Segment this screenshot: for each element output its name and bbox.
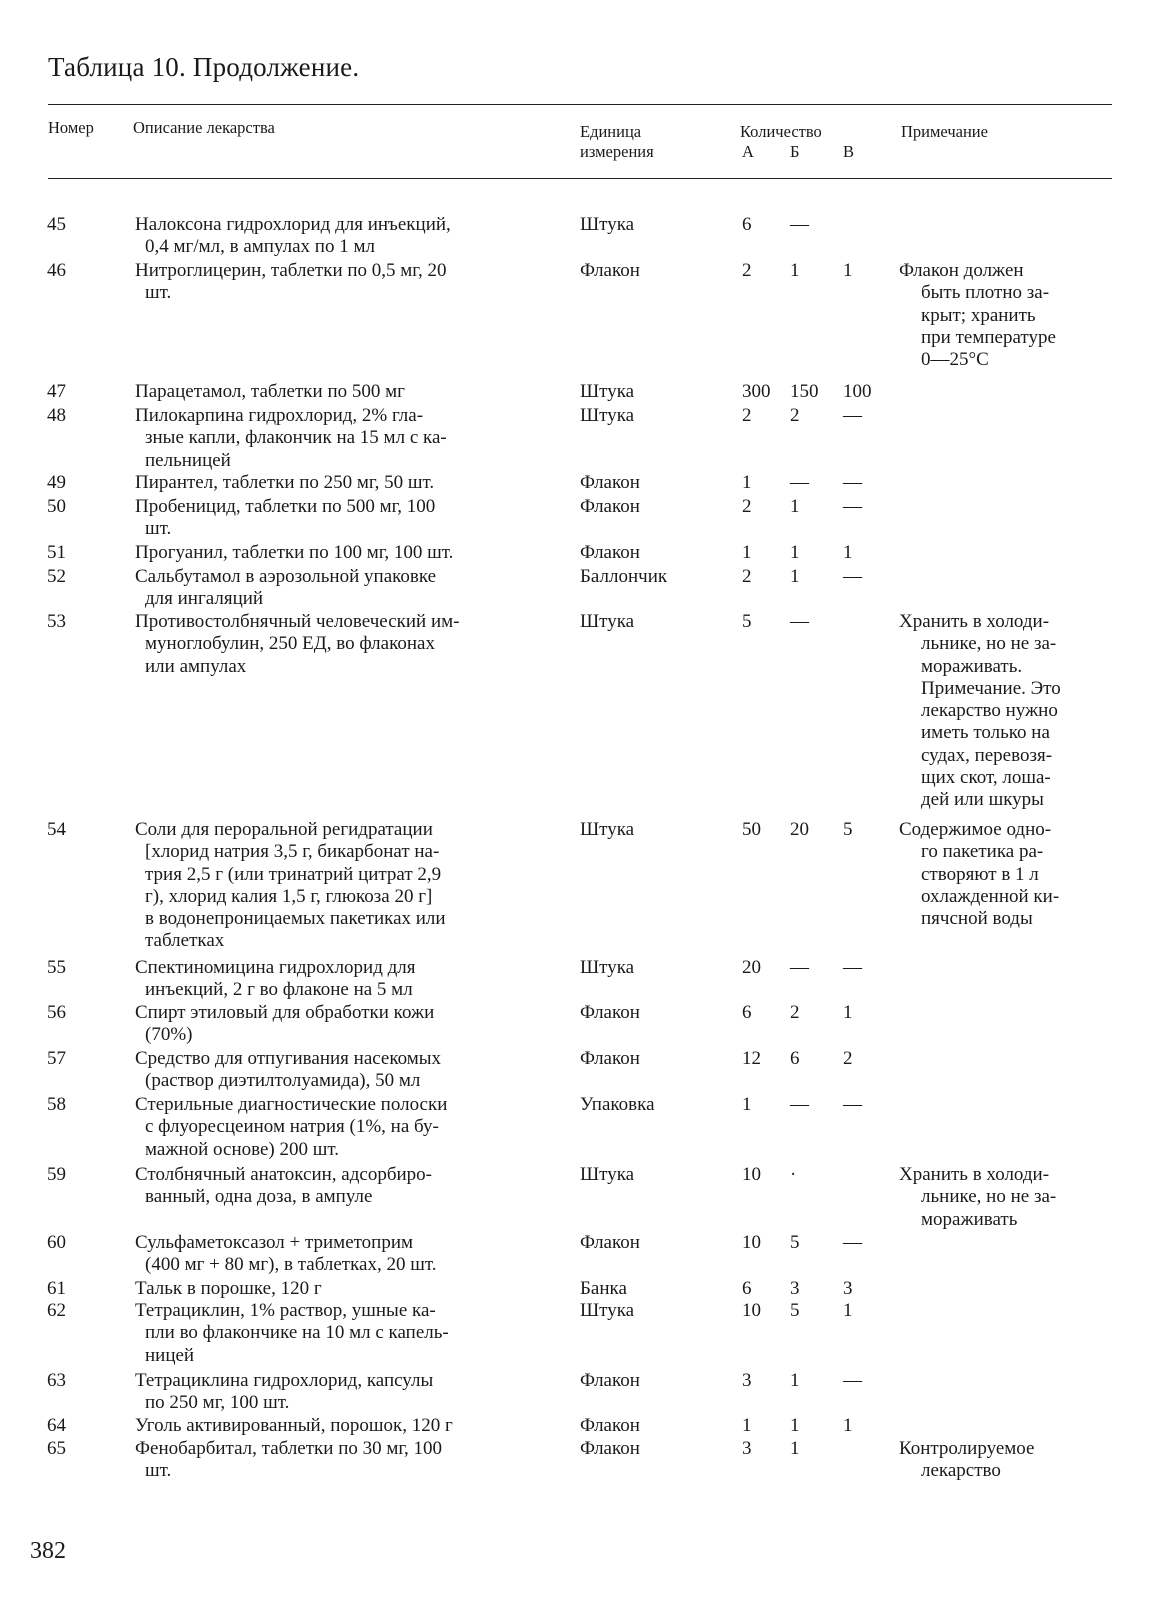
note-line: иметь только на	[921, 722, 1050, 744]
description-line: (70%)	[145, 1024, 193, 1046]
row-unit: Штука	[580, 819, 635, 840]
row-qty-a: 12	[742, 1048, 761, 1069]
row-qty-a: 2	[742, 405, 752, 426]
row-unit: Флакон	[580, 1232, 640, 1253]
note-line: льнике, но не за-	[921, 633, 1057, 655]
row-qty-a: 1	[742, 472, 752, 493]
row-qty-b: ·	[790, 1164, 797, 1185]
row-unit: Штука	[580, 1164, 635, 1185]
description-line: Парацетамол, таблетки по 500 мг	[135, 381, 405, 402]
row-description	[135, 566, 567, 611]
row-unit: Флакон	[580, 1438, 640, 1459]
row-description	[135, 819, 567, 953]
description-line: мажной основе) 200 шт.	[145, 1138, 339, 1160]
row-number: 58	[47, 1094, 66, 1115]
row-unit: Флакон	[580, 1415, 640, 1436]
row-qty-a: 6	[742, 1278, 752, 1299]
row-unit: Флакон	[580, 1048, 640, 1069]
row-qty-c: —	[843, 405, 862, 426]
description-line: Спирт этиловый для обработки кожи	[135, 1002, 435, 1023]
row-qty-b: 2	[790, 405, 800, 426]
row-qty-a: 10	[742, 1300, 761, 1321]
note-line: дей или шкуры	[921, 789, 1044, 811]
header-unit-line1: Единица	[580, 122, 642, 141]
row-qty-b: 6	[790, 1048, 800, 1069]
description-line: в водонепроницаемых пакетиках или	[145, 908, 446, 930]
row-number: 57	[47, 1048, 66, 1069]
row-qty-b: —	[790, 472, 809, 493]
row-unit: Баллончик	[580, 566, 668, 587]
row-unit: Штука	[580, 381, 635, 402]
row-qty-c: 3	[843, 1278, 853, 1299]
row-description	[135, 1300, 567, 1367]
description-line: Нитроглицерин, таблетки по 0,5 мг, 20	[135, 260, 447, 281]
note-line: льнике, но не за-	[921, 1186, 1057, 1208]
row-qty-a: 6	[742, 1002, 752, 1023]
row-qty-b: —	[790, 214, 809, 235]
row-unit: Флакон	[580, 1370, 640, 1391]
row-description	[135, 1232, 567, 1277]
row-number: 55	[47, 957, 66, 978]
description-line: Столбнячный анатоксин, адсорбиро-	[135, 1164, 433, 1185]
row-description	[135, 496, 567, 541]
description-line: шт.	[145, 282, 172, 304]
row-description	[135, 611, 567, 678]
note-line: быть плотно за-	[921, 282, 1050, 304]
description-line: Пробеницид, таблетки по 500 мг, 100	[135, 496, 436, 517]
description-line: с флуоресцеином натрия (1%, на бу-	[145, 1116, 439, 1138]
row-description	[135, 1048, 567, 1093]
row-qty-b: 150	[790, 381, 819, 402]
description-line: Фенобарбитал, таблетки по 30 мг, 100	[135, 1438, 443, 1459]
row-qty-b: 1	[790, 566, 800, 587]
row-qty-a: 1	[742, 542, 752, 563]
header-qty-a: А	[742, 142, 754, 161]
row-unit: Банка	[580, 1278, 627, 1299]
row-description	[135, 1415, 567, 1437]
row-unit: Штука	[580, 405, 635, 426]
row-qty-a: 2	[742, 496, 752, 517]
row-qty-c: —	[843, 472, 862, 493]
description-line: или ампулах	[145, 655, 247, 677]
row-qty-c: 1	[843, 1415, 853, 1436]
note-line: Хранить в холоди-	[899, 611, 1050, 632]
description-line: шт.	[145, 518, 172, 540]
row-number: 47	[47, 381, 66, 402]
row-qty-c: 5	[843, 819, 853, 840]
row-description	[135, 1002, 567, 1047]
row-qty-a: 10	[742, 1164, 761, 1185]
note-line: го пакетика ра-	[921, 841, 1044, 863]
row-qty-a: 2	[742, 566, 752, 587]
row-qty-a: 1	[742, 1415, 752, 1436]
row-description	[135, 260, 567, 305]
description-line: пельницей	[145, 449, 231, 471]
note-line: Контролируемое	[899, 1438, 1035, 1459]
row-qty-c: —	[843, 1232, 862, 1253]
row-qty-c: 1	[843, 1002, 853, 1023]
row-number: 50	[47, 496, 66, 517]
row-qty-a: 10	[742, 1232, 761, 1253]
row-qty-b: 1	[790, 1370, 800, 1391]
description-line: Соли для пероральной регидратации	[135, 819, 433, 840]
row-unit: Флакон	[580, 260, 640, 281]
row-number: 51	[47, 542, 66, 563]
row-qty-c: 2	[843, 1048, 853, 1069]
description-line: Тетрациклин, 1% раствор, ушные ка-	[135, 1300, 436, 1321]
row-qty-b: 1	[790, 260, 800, 281]
row-unit: Штука	[580, 214, 635, 235]
row-description	[135, 1278, 567, 1300]
row-qty-b: 1	[790, 496, 800, 517]
description-line: Налоксона гидрохлорид для инъекций,	[135, 214, 451, 235]
row-qty-b: —	[790, 957, 809, 978]
row-unit: Флакон	[580, 1002, 640, 1023]
row-qty-c: —	[843, 566, 862, 587]
note-line: мораживать.	[921, 655, 1023, 677]
row-description	[135, 381, 567, 403]
note-line: Содержимое одно-	[899, 819, 1052, 840]
note-line: мораживать	[921, 1208, 1018, 1230]
row-description	[135, 957, 567, 1002]
row-number: 48	[47, 405, 66, 426]
row-description	[135, 1094, 567, 1161]
row-unit: Упаковка	[580, 1094, 655, 1115]
row-number: 56	[47, 1002, 66, 1023]
row-unit: Флакон	[580, 472, 640, 493]
row-description	[135, 214, 567, 259]
description-line: (400 мг + 80 мг), в таблетках, 20 шт.	[145, 1254, 437, 1276]
row-number: 59	[47, 1164, 66, 1185]
description-line: Спектиномицина гидрохлорид для	[135, 957, 416, 978]
row-qty-b: —	[790, 611, 809, 632]
row-number: 53	[47, 611, 66, 632]
note-line: судах, перевозя-	[921, 744, 1053, 766]
description-line: Противостолбнячный человеческий им-	[135, 611, 460, 632]
description-line: ницей	[145, 1344, 195, 1366]
description-line: пли во флакончике на 10 мл с капель-	[145, 1322, 449, 1344]
row-qty-c: 1	[843, 542, 853, 563]
row-qty-a: 3	[742, 1370, 752, 1391]
page-number: 382	[30, 1538, 66, 1564]
description-line: (раствор диэтилтолуамида), 50 мл	[145, 1070, 421, 1092]
description-line: Средство для отпугивания насекомых	[135, 1048, 442, 1069]
row-qty-c: 1	[843, 1300, 853, 1321]
row-description	[135, 1438, 567, 1483]
description-line: ванный, одна доза, в ампуле	[145, 1186, 373, 1208]
header-qty-c: В	[843, 142, 855, 161]
row-qty-b: 5	[790, 1232, 800, 1253]
row-number: 63	[47, 1370, 66, 1391]
row-qty-b: 1	[790, 1438, 800, 1459]
description-line: для ингаляций	[145, 588, 264, 610]
note-line: Хранить в холоди-	[899, 1164, 1050, 1185]
row-qty-a: 20	[742, 957, 761, 978]
note-line: Примечание. Это	[921, 677, 1061, 699]
row-note	[899, 819, 1112, 930]
row-number: 61	[47, 1278, 66, 1299]
description-line: инъекций, 2 г во флаконе на 5 мл	[145, 979, 413, 1001]
description-line: таблетках	[145, 930, 225, 952]
description-line: зные капли, флакончик на 15 мл с ка-	[145, 427, 447, 449]
note-line: охлажденной ки-	[921, 885, 1060, 907]
description-line: Пирантел, таблетки по 250 мг, 50 шт.	[135, 472, 435, 493]
header-unit-line2: измерения	[580, 142, 654, 161]
row-qty-b: 3	[790, 1278, 800, 1299]
note-line: лекарство	[921, 1460, 1001, 1482]
description-line: шт.	[145, 1460, 172, 1482]
row-qty-a: 2	[742, 260, 752, 281]
row-qty-b: —	[790, 1094, 809, 1115]
row-qty-c: 100	[843, 381, 872, 402]
row-number: 62	[47, 1300, 66, 1321]
row-qty-b: 2	[790, 1002, 800, 1023]
description-line: Тетрациклина гидрохлорид, капсулы	[135, 1370, 434, 1391]
row-unit: Флакон	[580, 496, 640, 517]
row-note	[899, 1164, 1112, 1231]
row-number: 49	[47, 472, 66, 493]
description-line: Прогуанил, таблетки по 100 мг, 100 шт.	[135, 542, 454, 563]
description-line: муноглобулин, 250 ЕД, во флаконах	[145, 633, 435, 655]
description-line: Уголь активированный, порошок, 120 г	[135, 1415, 453, 1436]
row-qty-c: 1	[843, 260, 853, 281]
header-note: Примечание	[901, 122, 988, 141]
row-qty-b: 1	[790, 542, 800, 563]
row-number: 45	[47, 214, 66, 235]
description-line: Сульфаметоксазол + триметоприм	[135, 1232, 414, 1253]
description-line: трия 2,5 г (или тринатрий цитрат 2,9	[145, 863, 442, 885]
row-unit: Штука	[580, 1300, 635, 1321]
row-qty-b: 1	[790, 1415, 800, 1436]
description-line: Сальбутамол в аэрозольной упаковке	[135, 566, 437, 587]
row-unit: Штука	[580, 957, 635, 978]
description-line: по 250 мг, 100 шт.	[145, 1392, 290, 1414]
row-qty-a: 1	[742, 1094, 752, 1115]
row-qty-c: —	[843, 1370, 862, 1391]
row-qty-c: —	[843, 957, 862, 978]
row-qty-a: 5	[742, 611, 752, 632]
row-description	[135, 542, 567, 564]
row-unit: Флакон	[580, 542, 640, 563]
row-number: 60	[47, 1232, 66, 1253]
row-qty-b: 5	[790, 1300, 800, 1321]
note-line: щих скот, лоша-	[921, 767, 1051, 789]
row-qty-b: 20	[790, 819, 809, 840]
note-line: Флакон должен	[899, 260, 1024, 281]
row-number: 54	[47, 819, 66, 840]
note-line: створяют в 1 л	[921, 863, 1039, 885]
table-title: Таблица 10. Продолжение.	[48, 52, 360, 82]
row-qty-c: —	[843, 496, 862, 517]
row-note	[899, 611, 1112, 812]
row-qty-a: 3	[742, 1438, 752, 1459]
description-line: Тальк в порошке, 120 г	[135, 1278, 322, 1299]
note-line: крыт; хранить	[921, 304, 1036, 326]
row-number: 65	[47, 1438, 66, 1459]
row-number: 64	[47, 1415, 66, 1436]
header-qty-b: Б	[790, 142, 800, 161]
row-qty-c: —	[843, 1094, 862, 1115]
description-line: г), хлорид калия 1,5 г, глюкоза 20 г]	[145, 885, 433, 907]
row-description	[135, 472, 567, 494]
row-note	[899, 260, 1112, 371]
row-note	[899, 1438, 1112, 1483]
description-line: 0,4 мг/мл, в ампулах по 1 мл	[145, 236, 375, 258]
header-quantity: Количество	[740, 122, 822, 141]
row-qty-a: 6	[742, 214, 752, 235]
description-line: Пилокарпина гидрохлорид, 2% гла-	[135, 405, 424, 426]
header-description: Описание лекарства	[133, 118, 275, 137]
row-number: 52	[47, 566, 66, 587]
note-line: при температуре	[921, 326, 1056, 348]
header-number: Номер	[48, 118, 94, 137]
row-description	[135, 1370, 567, 1415]
row-qty-a: 300	[742, 381, 771, 402]
row-description	[135, 405, 567, 472]
description-line: Стерильные диагностические полоски	[135, 1094, 448, 1115]
description-line: [хлорид натрия 3,5 г, бикарбонат на-	[145, 841, 440, 863]
note-line: лекарство нужно	[921, 700, 1058, 722]
note-line: пячсной воды	[921, 908, 1033, 930]
row-qty-a: 50	[742, 819, 761, 840]
row-number: 46	[47, 260, 66, 281]
row-unit: Штука	[580, 611, 635, 632]
row-description	[135, 1164, 567, 1209]
note-line: 0—25°С	[921, 349, 989, 371]
